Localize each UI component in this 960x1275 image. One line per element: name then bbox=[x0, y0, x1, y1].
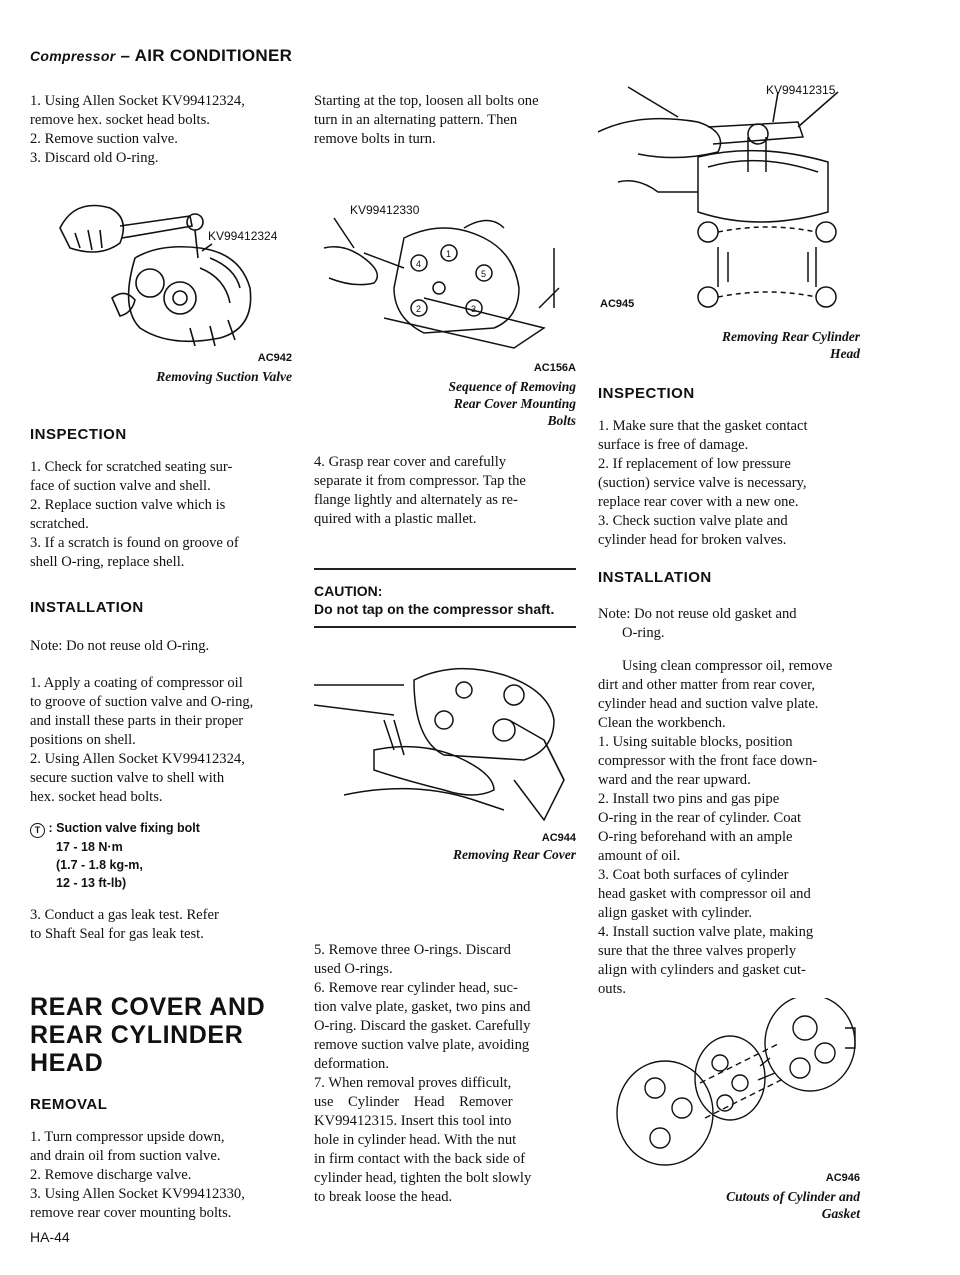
text-line: to Shaft Seal for gas leak test. bbox=[30, 926, 204, 942]
section-heading-installation: INSTALLATION bbox=[598, 569, 712, 586]
text-line: 1. Check for scratched seating sur- bbox=[30, 459, 233, 475]
text-line: surface is free of damage. bbox=[598, 437, 749, 453]
major-heading: REAR CYLINDER bbox=[30, 1021, 244, 1049]
caption-line: Gasket bbox=[821, 1206, 860, 1221]
svg-text:3: 3 bbox=[471, 304, 477, 314]
cylinder-head-illustration bbox=[598, 82, 860, 317]
figure-removing-rear-cover bbox=[314, 660, 576, 860]
caption-line: Bolts bbox=[547, 413, 576, 428]
text-line: remove bolts in turn. bbox=[314, 131, 436, 147]
text-line: 6. Remove rear cylinder head, suc- bbox=[314, 980, 518, 996]
torque-spec bbox=[30, 819, 292, 892]
fig4-code: AC945 bbox=[600, 298, 635, 310]
text-line: 2. Remove discharge valve. bbox=[30, 1167, 192, 1183]
caption-line: Sequence of Removing bbox=[448, 379, 576, 394]
text-line: and install these parts in their proper bbox=[30, 713, 244, 729]
section-heading-removal: REMOVAL bbox=[30, 1096, 108, 1113]
text-line: remove suction valve plate, avoiding bbox=[314, 1037, 530, 1053]
text-line: 2. If replacement of low pressure bbox=[598, 456, 791, 472]
text-line: align gasket with cylinder. bbox=[598, 905, 753, 921]
text-line: turn in an alternating pattern. Then bbox=[314, 112, 518, 128]
torque-value-kgm: (1.7 - 1.8 kg-m, bbox=[56, 858, 143, 872]
installation-note: Note: Do not reuse old gasket and bbox=[598, 606, 797, 622]
text-line: separate it from compressor. Tap the bbox=[314, 473, 526, 489]
column-3-inspection bbox=[598, 384, 860, 550]
text-line: 3. Coat both surfaces of cylinder bbox=[598, 867, 789, 883]
text-line: Using clean compressor oil, remove bbox=[622, 658, 833, 674]
text-line: KV99412315. Insert this tool into bbox=[314, 1113, 512, 1129]
caption-line: Rear Cover Mounting bbox=[453, 396, 576, 411]
column-3-installation bbox=[598, 568, 860, 999]
text-line: 2. Using Allen Socket KV99412324, bbox=[30, 751, 245, 767]
text-line: 3. Conduct a gas leak test. Refer bbox=[30, 907, 219, 923]
text-line: 1. Turn compressor upside down, bbox=[30, 1129, 225, 1145]
text-line: quired with a plastic mallet. bbox=[314, 511, 477, 527]
column-1-installation bbox=[30, 598, 292, 944]
text-line: 4. Install suction valve plate, making bbox=[598, 924, 814, 940]
caution-rule-top bbox=[314, 568, 576, 570]
text-line: 1. Apply a coating of compressor oil bbox=[30, 675, 243, 691]
text-line: 7. When removal proves difficult, bbox=[314, 1075, 512, 1091]
caption-line: Cutouts of Cylinder and bbox=[726, 1189, 860, 1204]
column-2-intro bbox=[314, 92, 576, 149]
text-line: sure that the three valves properly bbox=[598, 943, 797, 959]
text-line: 1. Using Allen Socket KV99412324, bbox=[30, 93, 245, 109]
text-line: Starting at the top, loosen all bolts one bbox=[314, 93, 539, 109]
svg-text:5: 5 bbox=[481, 269, 487, 279]
text-line: to break loose the head. bbox=[314, 1189, 453, 1205]
text-line: Clean the workbench. bbox=[598, 715, 726, 731]
caption-line: Removing Rear Cylinder bbox=[722, 329, 860, 344]
text-line: 2. Remove suction valve. bbox=[30, 131, 178, 147]
text-line: remove hex. socket head bolts. bbox=[30, 112, 210, 128]
text-line: ward and the rear upward. bbox=[598, 772, 751, 788]
figure-removing-suction-valve bbox=[40, 188, 292, 384]
section-heading-installation: INSTALLATION bbox=[30, 599, 144, 616]
fig5-code: AC946 bbox=[825, 1172, 860, 1184]
major-heading: REAR COVER AND bbox=[30, 993, 266, 1021]
caption-line: Head bbox=[830, 346, 860, 361]
caution-box bbox=[314, 582, 576, 618]
page-number: HA-44 bbox=[30, 1229, 70, 1245]
column-1 bbox=[30, 92, 292, 168]
text-line: 3. Check suction valve plate and bbox=[598, 513, 788, 529]
text-line: 4. Grasp rear cover and carefully bbox=[314, 454, 507, 470]
installation-note: O-ring. bbox=[622, 625, 665, 641]
caution-rule-bottom bbox=[314, 626, 576, 628]
page-header bbox=[30, 46, 292, 66]
text-line: tion valve plate, gasket, two pins and bbox=[314, 999, 531, 1015]
suction-valve-illustration bbox=[40, 188, 292, 348]
text-line: O-ring in the rear of cylinder. Coat bbox=[598, 810, 802, 826]
text-line: hole in cylinder head. With the nut bbox=[314, 1132, 517, 1148]
cutouts-illustration bbox=[610, 998, 860, 1168]
torque-value: 17 - 18 N·m bbox=[56, 840, 123, 854]
figure-cutouts bbox=[610, 998, 860, 1221]
intro-steps bbox=[30, 92, 292, 168]
text-line: dirt and other matter from rear cover, bbox=[598, 677, 816, 693]
text-line: amount of oil. bbox=[598, 848, 681, 864]
text-line: remove rear cover mounting bolts. bbox=[30, 1205, 232, 1221]
text-line: O-ring. Discard the gasket. Carefully bbox=[314, 1018, 531, 1034]
section-heading-inspection: INSPECTION bbox=[598, 385, 695, 402]
text-line: 3. Using Allen Socket KV99412330, bbox=[30, 1186, 245, 1202]
fig4-caption bbox=[598, 328, 860, 362]
column-2-step4 bbox=[314, 453, 576, 529]
text-line: scratched. bbox=[30, 516, 89, 532]
text-line: deformation. bbox=[314, 1056, 389, 1072]
fig1-tool-label: KV99412324 bbox=[208, 229, 278, 243]
section-heading-inspection: INSPECTION bbox=[30, 426, 127, 443]
fig4-tool-label: KV99412315 bbox=[766, 83, 836, 97]
text-line: head gasket with compressor oil and bbox=[598, 886, 811, 902]
text-line: cylinder head and suction valve plate. bbox=[598, 696, 819, 712]
svg-text:2: 2 bbox=[416, 304, 422, 314]
text-line: use Cylinder Head Remover bbox=[314, 1094, 513, 1110]
torque-value-ftlb: 12 - 13 ft-lb) bbox=[56, 876, 127, 890]
text-line: shell O-ring, replace shell. bbox=[30, 554, 185, 570]
text-line: face of suction valve and shell. bbox=[30, 478, 211, 494]
fig3-caption: Removing Rear Cover bbox=[453, 847, 576, 862]
caution-title: CAUTION: bbox=[314, 583, 383, 599]
text-line: (suction) service valve is necessary, bbox=[598, 475, 807, 491]
installation-note: Note: Do not reuse old O-ring. bbox=[30, 638, 210, 654]
text-line: 1. Using suitable blocks, position bbox=[598, 734, 793, 750]
bolt-sequence-illustration bbox=[314, 198, 576, 358]
fig1-caption: Removing Suction Valve bbox=[156, 369, 292, 384]
text-line: used O-rings. bbox=[314, 961, 393, 977]
rear-cover-illustration bbox=[314, 660, 576, 830]
text-line: 3. Discard old O-ring. bbox=[30, 150, 159, 166]
svg-text:4: 4 bbox=[416, 259, 422, 269]
text-line: 3. If a scratch is found on groove of bbox=[30, 535, 239, 551]
header-title: AIR CONDITIONER bbox=[134, 46, 293, 65]
fig5-caption bbox=[610, 1188, 860, 1222]
torque-icon: T bbox=[30, 823, 45, 838]
text-line: compressor with the front face down- bbox=[598, 753, 818, 769]
text-line: cylinder head for broken valves. bbox=[598, 532, 787, 548]
column-2-steps bbox=[314, 941, 576, 1207]
header-dash: – bbox=[120, 46, 131, 65]
fig1-code: AC942 bbox=[257, 352, 292, 364]
text-line: flange lightly and alternately as re- bbox=[314, 492, 518, 508]
figure-removing-rear-cylinder-head bbox=[598, 82, 860, 362]
torque-label: : Suction valve fixing bolt bbox=[48, 821, 200, 835]
text-line: O-ring beforehand with an ample bbox=[598, 829, 793, 845]
fig3-code: AC944 bbox=[541, 832, 576, 844]
fig2-caption bbox=[314, 378, 576, 429]
fig2-tool-label: KV99412330 bbox=[350, 203, 420, 217]
text-line: secure suction valve to shell with bbox=[30, 770, 225, 786]
column-1-rear-cover bbox=[30, 993, 292, 1223]
text-line: 2. Install two pins and gas pipe bbox=[598, 791, 780, 807]
svg-text:1: 1 bbox=[446, 249, 452, 259]
text-line: 2. Replace suction valve which is bbox=[30, 497, 226, 513]
text-line: and drain oil from suction valve. bbox=[30, 1148, 221, 1164]
text-line: in firm contact with the back side of bbox=[314, 1151, 526, 1167]
text-line: outs. bbox=[598, 981, 626, 997]
fig2-code: AC156A bbox=[533, 362, 576, 374]
major-heading: HEAD bbox=[30, 1049, 104, 1077]
caution-text: Do not tap on the compressor shaft. bbox=[314, 601, 555, 617]
header-section: Compressor bbox=[30, 48, 116, 64]
text-line: positions on shell. bbox=[30, 732, 136, 748]
text-line: hex. socket head bolts. bbox=[30, 789, 163, 805]
text-line: 1. Make sure that the gasket contact bbox=[598, 418, 808, 434]
text-line: 5. Remove three O-rings. Discard bbox=[314, 942, 511, 958]
column-1-inspection bbox=[30, 425, 292, 572]
figure-bolt-sequence bbox=[314, 198, 576, 428]
text-line: align with cylinders and gasket cut- bbox=[598, 962, 806, 978]
text-line: cylinder head, tighten the bolt slowly bbox=[314, 1170, 532, 1186]
text-line: replace rear cover with a new one. bbox=[598, 494, 799, 510]
text-line: to groove of suction valve and O-ring, bbox=[30, 694, 254, 710]
